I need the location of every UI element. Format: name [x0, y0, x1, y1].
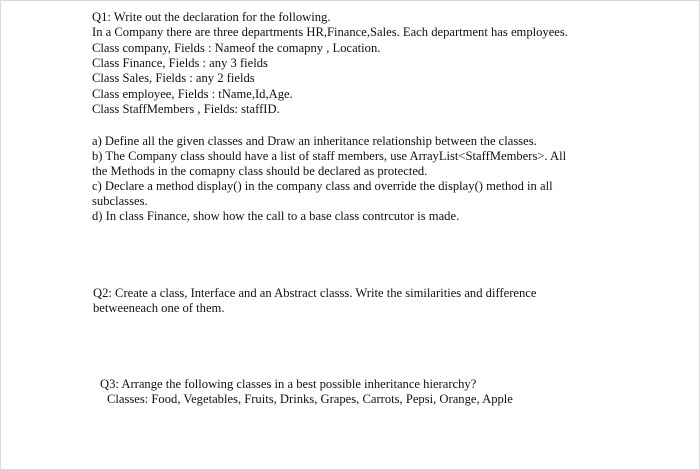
q1-class-sales: Class Sales, Fields : any 2 fields: [92, 71, 255, 85]
q1-task-b-line2: the Methods in the comapny class should be declared as protected.: [92, 164, 428, 178]
q1-task-b-line1: b) The Company class should have a list of staff members, use ArrayList<StaffMembers>. All: [92, 149, 567, 163]
q2-line2: betweeneach one of them.: [93, 301, 225, 315]
q1-title: Q1: Write out the declaration for the following.: [92, 10, 331, 24]
q3-line2: Classes: Food, Vegetables, Fruits, Drinks, Grapes, Carrots, Pepsi, Orange, Apple: [107, 392, 513, 406]
q1-class-finance: Class Finance, Fields : any 3 fields: [92, 56, 268, 70]
q1-class-staffmembers: Class StaffMembers , Fields: staffID.: [92, 102, 280, 116]
q1-intro: In a Company there are three departments HR,Finance,Sales. Each department has employees.: [92, 25, 568, 39]
q1-task-a: a) Define all the given classes and Draw an inheritance relationship between the classes.: [92, 134, 537, 148]
q1-task-c-line2: subclasses.: [92, 194, 148, 208]
q2-line1: Q2: Create a class, Interface and an Abstract classs. Write the similarities and difference: [93, 286, 537, 300]
q1-task-d: d) In class Finance, show how the call to a base class contrcutor is made.: [92, 209, 460, 223]
q3-line1: Q3: Arrange the following classes in a best possible inheritance hierarchy?: [100, 377, 477, 391]
q1-class-employee: Class employee, Fields : tName,Id,Age.: [92, 87, 293, 101]
q1-class-company: Class company, Fields : Nameof the comapny , Location.: [92, 41, 381, 55]
q1-task-c-line1: c) Declare a method display() in the company class and override the display() method in all: [92, 179, 553, 193]
